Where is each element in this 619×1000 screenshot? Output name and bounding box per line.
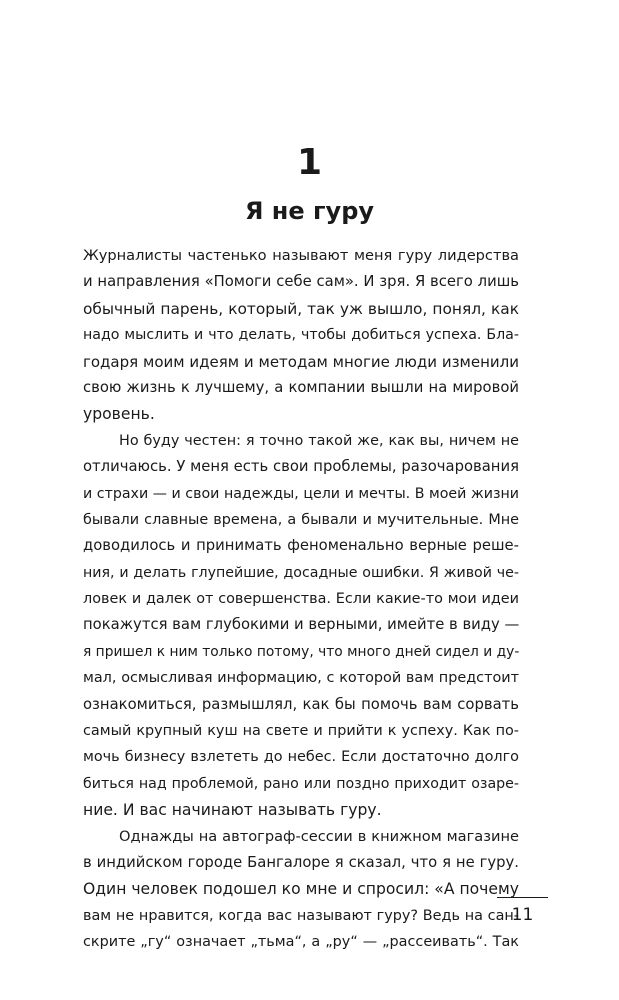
text-line: годаря моим идеям и методам многие люди изменили xyxy=(83,352,519,371)
text-line: ние. И вас начинают называть гуру. xyxy=(83,801,382,820)
text-line: биться над проблемой, рано или поздно приходит озаре- xyxy=(83,775,519,792)
text-line: Журналисты частенько называют меня гуру лидерства xyxy=(83,247,519,264)
text-line: Однажды на автограф-сессии в книжном магазине xyxy=(119,827,519,845)
text-line: скрите „гу“ означает „тьма“, а „ру“ — „рассеивать“. Так xyxy=(83,934,519,951)
text-line: мочь бизнесу взлететь до небес. Если достаточно долго xyxy=(83,749,519,766)
text-line: вам не нравится, когда вас называют гуру? Ведь на сан- xyxy=(83,907,519,924)
text-line: мал, осмысливая информацию, с которой вам предстоит xyxy=(83,670,519,687)
text-line: я пришел к ним только потому, что много дней сидел и ду- xyxy=(83,643,519,660)
text-line: самый крупный куш на свете и прийти к успеху. Как по- xyxy=(83,723,519,740)
text-line: Один человек подошел ко мне и спросил: «А почему xyxy=(83,880,519,899)
footer-rule xyxy=(497,897,548,898)
text-line: покажутся вам глубокими и верными, имейте в виду — xyxy=(83,616,519,634)
text-line: ловек и далек от совершенства. Если какие-то мои идеи xyxy=(83,591,519,608)
text-line: отличаюсь. У меня есть свои проблемы, разочарования xyxy=(83,458,519,476)
chapter-title: Я не гуру xyxy=(244,197,375,225)
text-line: ния, и делать глупейшие, досадные ошибки. Я живой че- xyxy=(83,564,519,581)
text-line: в индийском городе Бангалоре я сказал, что я не гуру. xyxy=(83,853,519,871)
text-line: доводилось и принимать феноменально верные реше- xyxy=(83,537,519,555)
chapter-number: 1 xyxy=(296,142,323,183)
text-line: и направления «Помоги себе сам». И зря. Я всего лишь xyxy=(83,273,519,291)
text-line: и страхи — и свои надежды, цели и мечты. В моей жизни xyxy=(83,485,519,502)
text-line: бывали славные времена, а бывали и мучительные. Мне xyxy=(83,511,519,528)
text-line: ознакомиться, размышлял, как бы помочь вам сорвать xyxy=(83,695,519,713)
text-line: уровень. xyxy=(83,405,155,424)
text-line: обычный парень, который, так уж вышло, понял, как xyxy=(83,299,519,318)
text-line: Но буду честен: я точно такой же, как вы, ничем не xyxy=(119,432,519,449)
page-number: 11 xyxy=(511,905,534,925)
text-line: свою жизнь к лучшему, а компании вышли на мировой xyxy=(83,378,519,396)
text-line: надо мыслить и что делать, чтобы добиться успеха. Бла- xyxy=(83,327,519,344)
body-text xyxy=(83,243,519,956)
